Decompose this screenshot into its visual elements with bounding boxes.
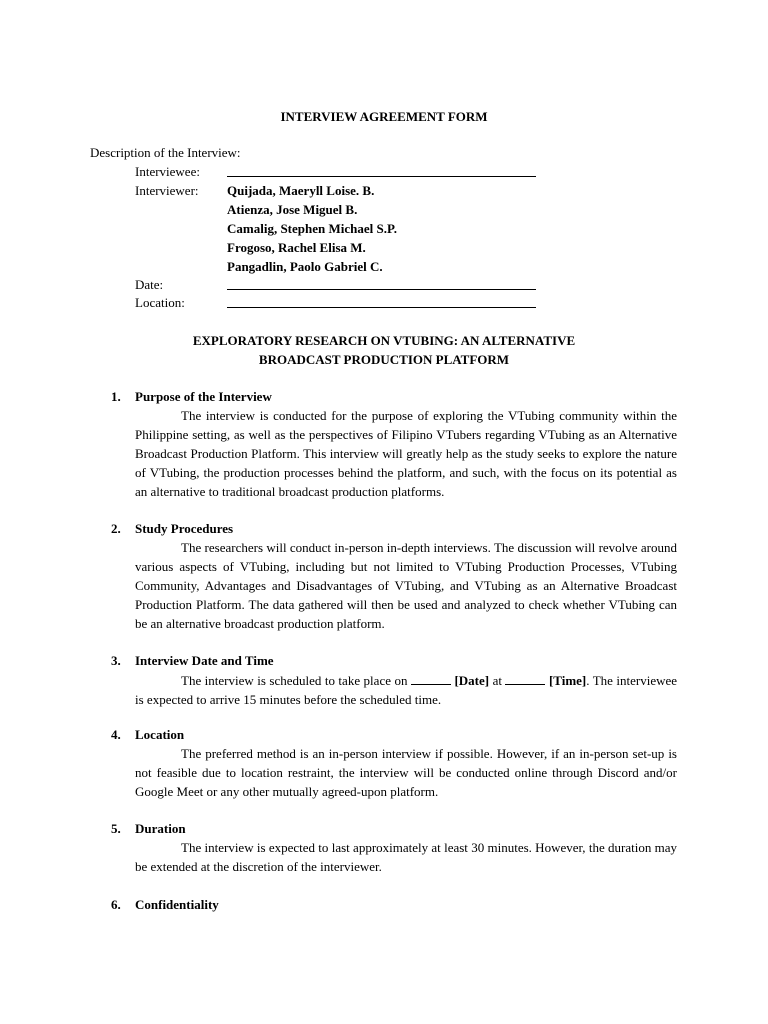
- section-paragraph: The interview is conducted for the purpose of exploring the VTubing community within the Philippine setting, as well as the perspectives of Filipino VTubers regarding VTubing as an Alternative Broadcast Production Platform. This interview will greatly help as the study seeks to explore the nature of VTubing, the production processes behind the platform, and such, with the focus on its potential as an alternative to traditional broadcast production platforms.: [135, 408, 677, 499]
- section-number: 6.: [111, 897, 121, 912]
- interviewee-label: Interviewee:: [135, 164, 200, 179]
- section-number: 5.: [111, 821, 121, 836]
- paragraph-text: The interview is scheduled to take place on: [181, 673, 408, 688]
- interviewer-name: Frogoso, Rachel Elisa M.: [227, 240, 366, 255]
- section-heading: Location: [135, 727, 185, 742]
- interviewer-name: Atienza, Jose Miguel B.: [227, 202, 358, 217]
- section-number: 1.: [111, 389, 121, 404]
- research-title-line1: EXPLORATORY RESEARCH ON VTUBING: AN ALTERNATIVE: [192, 333, 576, 348]
- section-number: 3.: [111, 653, 121, 668]
- section-paragraph: [135, 670, 677, 709]
- section-heading: Duration: [135, 821, 186, 836]
- section-number: 4.: [111, 727, 121, 742]
- section-heading: Purpose of the Interview: [135, 389, 272, 404]
- section-paragraph: The researchers will conduct in-person in-depth interviews. The discussion will revolve around various aspects of VTubing, including but not limited to VTubing Production Processes, VTubing Community, Advantages and Disadvantages of VTubing, and VTubing as an Alternative Broadcast Production Platform. The data gathered will then be used and analyzed to check whether VTubing can be an alternative broadcast production platform.: [135, 540, 677, 631]
- section-heading: Interview Date and Time: [135, 653, 274, 668]
- section-number: 2.: [111, 521, 121, 536]
- description-label: Description of the Interview:: [90, 145, 241, 160]
- section-heading: Confidentiality: [135, 897, 219, 912]
- date-blank-line: [227, 289, 536, 290]
- location-blank-line: [227, 307, 536, 308]
- section-heading: Study Procedures: [135, 521, 234, 536]
- interviewer-label: Interviewer:: [135, 183, 199, 198]
- date-label: Date:: [135, 277, 164, 292]
- interviewer-name: Camalig, Stephen Michael S.P.: [227, 221, 397, 236]
- date-fill-blank: [411, 670, 451, 685]
- section-paragraph: The interview is expected to last approximately at least 30 minutes. However, the duration may be extended at the discretion of the interviewer.: [135, 840, 677, 874]
- date-placeholder: [Date]: [454, 673, 490, 688]
- section-paragraph: The preferred method is an in-person interview if possible. However, if an in-person set-up is not feasible due to location restraint, the interview will be conducted online through Discord and/or Google Meet or any other mutually agreed-upon platform.: [135, 746, 677, 799]
- paragraph-text: at: [492, 673, 502, 688]
- interviewee-blank-line: [227, 176, 536, 177]
- document-title: INTERVIEW AGREEMENT FORM: [280, 109, 488, 124]
- paragraph-text: . The interviewee is expected to arrive 15 minutes before the scheduled time.: [135, 673, 678, 707]
- interviewer-name: Pangadlin, Paolo Gabriel C.: [227, 259, 383, 274]
- time-placeholder: [Time]: [548, 673, 587, 688]
- location-label: Location:: [135, 295, 185, 310]
- interviewer-name: Quijada, Maeryll Loise. B.: [227, 183, 375, 198]
- research-title-line2: BROADCAST PRODUCTION PLATFORM: [258, 352, 510, 367]
- time-fill-blank: [505, 670, 545, 685]
